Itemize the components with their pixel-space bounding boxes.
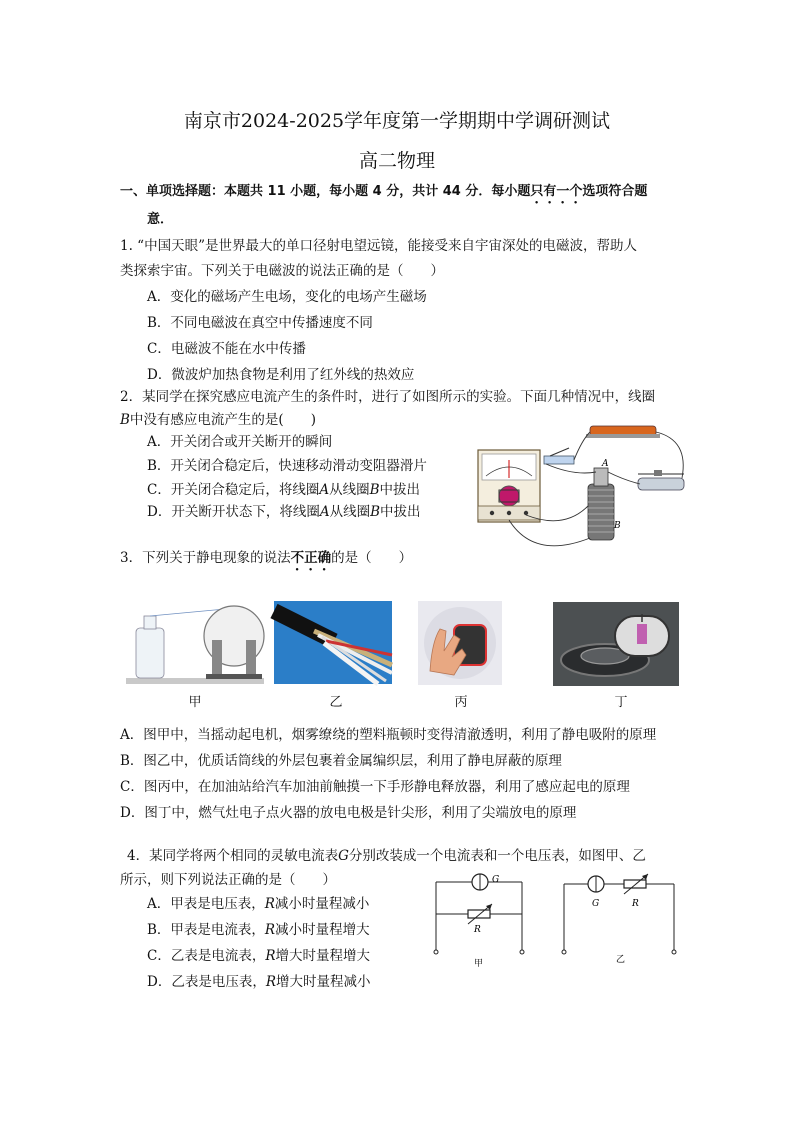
resistor-r-yi [624,880,646,888]
q2-stem-line1: 2．某同学在探究感应电流产生的条件时，进行了如图所示的实验。下面几种情况中，线圈 [120,389,656,405]
q3-caption-jia: 甲 [188,695,202,710]
q1-option-c: C．电磁波不能在水中传播 [147,341,306,357]
page-title: 南京市2024-2025学年度第一学期期中学调研测试 [183,110,611,132]
q4-circuit-yi [558,870,684,970]
q4-option-c: C．乙表是电流表，R增大时量程增大 [147,948,371,964]
q4-option-a: A．甲表是电压表，R减小时量程减小 [147,896,370,912]
q3-option-c: C．图丙中，在加油站给汽车加油前触摸一下手形静电释放器，利用了感应起电的原理 [120,779,630,795]
page-subtitle: 高二物理 [358,150,435,172]
q2-option-c: C．开关闭合稳定后，将线圈A从线圈B中拔出 [147,482,421,498]
q1-option-b: B．不同电磁波在真空中传播速度不同 [147,315,373,331]
coil-b-label: B [614,521,621,531]
label-r-yi: R [632,899,639,909]
q4-stem-line2: 所示，则下列说法正确的是（ ） [120,872,336,888]
section-header: 一、单项选择题：本题共 11 小题，每小题 4 分，共计 44 分．每小题只有一个选项符合题 [120,184,648,199]
caption-jia: 甲 [474,959,484,969]
q3-figure-bing [418,601,502,685]
q4-stem-line1: 4．某同学将两个相同的灵敏电流表G分别改装成一个电流表和一个电压表，如图甲、乙 [127,848,646,864]
coil-a [594,468,608,486]
q3-caption-ding: 丁 [614,695,628,710]
coil-a-label: A [602,459,609,469]
q3-option-b: B．图乙中，优质话筒线的外层包裹着金属编织层，利用了静电屏蔽的原理 [120,753,562,769]
q1-stem-line1: 1. “中国天眼”是世界最大的单口径射电望远镜，能接受来自宇宙深处的电磁波，帮助人 [120,238,637,254]
q1-option-a: A．变化的磁场产生电场，变化的电场产生磁场 [147,289,427,305]
label-r-jia: R [474,925,481,935]
q3-option-a: A．图甲中，当摇动起电机，烟雾缭绕的塑料瓶顿时变得清澈透明，利用了静电吸附的原理 [120,727,657,743]
q2-stem-line2: B中没有感应电流产生的是( ) [120,412,316,428]
q3-caption-bing: 丙 [454,695,468,710]
q3-stem: 3．下列关于静电现象的说法不正确的是（ ） [120,550,413,566]
caption-yi: 乙 [616,955,626,965]
q2-option-b: B．开关闭合稳定后，快速移动滑动变阻器滑片 [147,458,427,474]
plastic-bottle [136,628,164,678]
switch [544,456,574,464]
q3-option-d: D．图丁中，燃气灶电子点火器的放电电极是针尖形，利用了尖端放电的原理 [120,805,577,821]
q4-option-b: B．甲表是电流表，R减小时量程增大 [147,922,370,938]
q3-figure-yi [274,601,392,684]
rheostat [638,478,684,490]
q2-option-a: A．开关闭合或开关断开的瞬间 [147,434,333,450]
resistor-r-jia [468,910,490,918]
label-g-jia: G [492,875,500,885]
q3-figure-ding [553,590,679,686]
q4-circuit-jia [430,870,530,970]
section-header-wrap: 意． [147,212,174,227]
q3-caption-yi: 乙 [329,695,343,710]
q2-option-d: D．开关断开状态下，将线圈A从线圈B中拔出 [147,504,421,520]
q2-experiment-figure [474,420,694,552]
q1-stem-line2: 类探索宇宙。下列关于电磁波的说法正确的是（ ） [120,263,444,279]
q4-option-d: D．乙表是电压表，R增大时量程减小 [147,974,371,990]
q3-figure-jia [126,600,264,688]
q1-option-d: D．微波炉加热食物是利用了红外线的热效应 [147,367,415,383]
label-g-yi: G [592,899,600,909]
